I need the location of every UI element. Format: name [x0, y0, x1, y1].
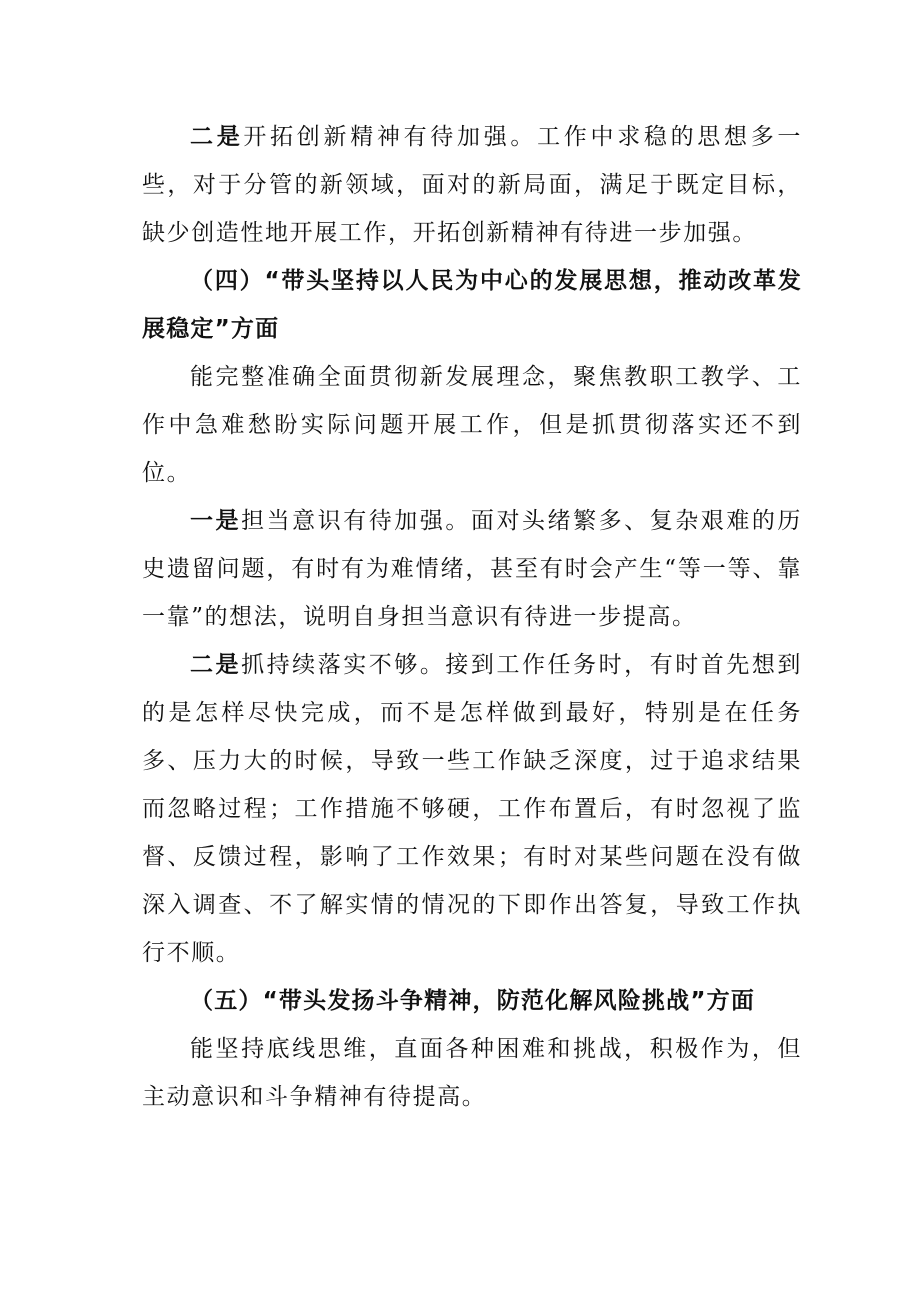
paragraph-text: 担当意识有待加强。面对头绪繁多、复杂艰难的历史遗留问题，有时有为难情绪，甚至有时会产生“等一等、靠一靠”的想法，说明自身担当意识有待进一步提高。 [142, 508, 802, 630]
paragraph-summary-five [142, 1025, 802, 1121]
paragraph-responsibility [142, 497, 802, 641]
paragraph-innovation [142, 113, 802, 257]
section-heading-four: （四）“带头坚持以人民为中心的发展思想，推动改革发展稳定”方面 [142, 268, 802, 342]
paragraph-lead: 二是 [190, 124, 244, 150]
paragraph-lead: 二是 [190, 652, 242, 678]
paragraph-text: 能完整准确全面贯彻新发展理念，聚焦教职工教学、工作中急难愁盼实际问题开展工作，但是抓贯彻落实还不到位。 [142, 364, 802, 486]
paragraph-text: 开拓创新精神有待加强。工作中求稳的思想多一些，对于分管的新领域，面对的新局面，满足于既定目标，缺少创造性地开展工作，开拓创新精神有待进一步加强。 [142, 124, 802, 246]
paragraph-lead: 一是 [190, 508, 242, 534]
paragraph-implementation [142, 641, 802, 977]
document-body [142, 113, 802, 1121]
paragraph-text: 能坚持底线思维，直面各种困难和挑战，积极作为，但主动意识和斗争精神有待提高。 [142, 1036, 802, 1110]
paragraph-summary-four [142, 353, 802, 497]
paragraph-text: 抓持续落实不够。接到工作任务时，有时首先想到的是怎样尽快完成，而不是怎样做到最好，特别是在任务多、压力大的时候，导致一些工作缺乏深度，过于追求结果而忽略过程；工作措施不够硬，工作布置后，有时忽视了监督、反馈过程，影响了工作效果；有时对某些问题在没有做深入调查、不了解实情的情况的下即作出答复，导致工作执行不顺。 [142, 652, 802, 966]
section-heading-five: （五）“带头发扬斗争精神，防范化解风险挑战”方面 [190, 988, 756, 1014]
